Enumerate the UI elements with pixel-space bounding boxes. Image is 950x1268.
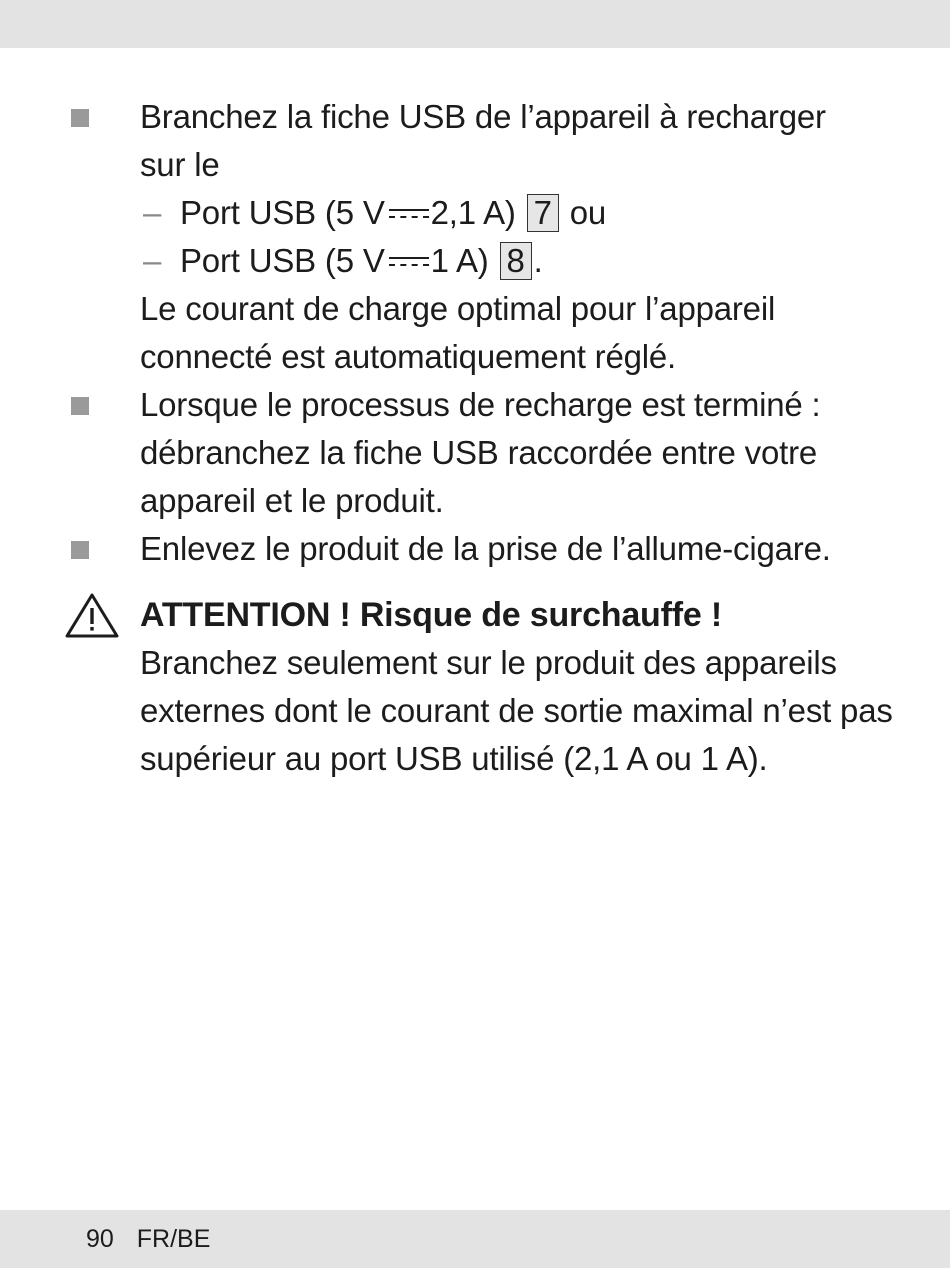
dc-current-icon bbox=[387, 237, 429, 285]
instruction-item-unplug bbox=[0, 381, 950, 525]
dash-bullet: – bbox=[143, 194, 162, 231]
instruction-text: Le courant de charge optimal pour l’appareil connecté est automatiquement réglé. bbox=[140, 290, 776, 375]
port-label: Port USB (5 V bbox=[180, 194, 385, 231]
port-label: Port USB (5 V bbox=[180, 242, 385, 279]
dash-bullet: – bbox=[143, 242, 162, 279]
warning-title: ATTENTION ! Risque de surchauffe ! bbox=[140, 596, 722, 634]
port-option-21a bbox=[0, 189, 950, 237]
square-bullet-icon bbox=[71, 541, 89, 559]
dc-current-icon bbox=[387, 189, 429, 237]
port-rating: 2,1 A) bbox=[430, 194, 516, 231]
instruction-item-plug-in bbox=[0, 93, 950, 189]
port-rating: 1 A) bbox=[430, 242, 489, 279]
period-text: . bbox=[533, 242, 543, 279]
reference-number-box: 7 bbox=[527, 194, 559, 232]
warning-block bbox=[0, 591, 950, 783]
instruction-text: Branchez la fiche USB de l’appareil à recharger bbox=[140, 98, 826, 135]
reference-number-box: 8 bbox=[500, 242, 532, 280]
instruction-text: Lorsque le processus de recharge est terminé : débranchez la fiche USB raccordée entre votre appareil et le produit. bbox=[140, 386, 821, 519]
square-bullet-icon bbox=[71, 109, 89, 127]
square-bullet-icon bbox=[71, 397, 89, 415]
page-number: 90 bbox=[86, 1225, 114, 1253]
language-code: FR/BE bbox=[136, 1225, 211, 1253]
instruction-note bbox=[0, 285, 950, 381]
warning-text: Branchez seulement sur le produit des appareils externes dont le courant de sortie maximal n’est pas supérieur au port USB utilisé (2,1 A ou 1 A). bbox=[140, 644, 893, 777]
instruction-text: Enlevez le produit de la prise de l’allume-cigare. bbox=[140, 530, 831, 567]
page-footer bbox=[86, 1222, 210, 1256]
instruction-text: sur le bbox=[140, 146, 220, 183]
header-band bbox=[0, 0, 950, 48]
conjunction-text: ou bbox=[569, 194, 607, 231]
page-content bbox=[0, 93, 950, 783]
warning-triangle-icon bbox=[64, 591, 120, 639]
instruction-item-remove bbox=[0, 525, 950, 573]
port-option-1a bbox=[0, 237, 950, 285]
